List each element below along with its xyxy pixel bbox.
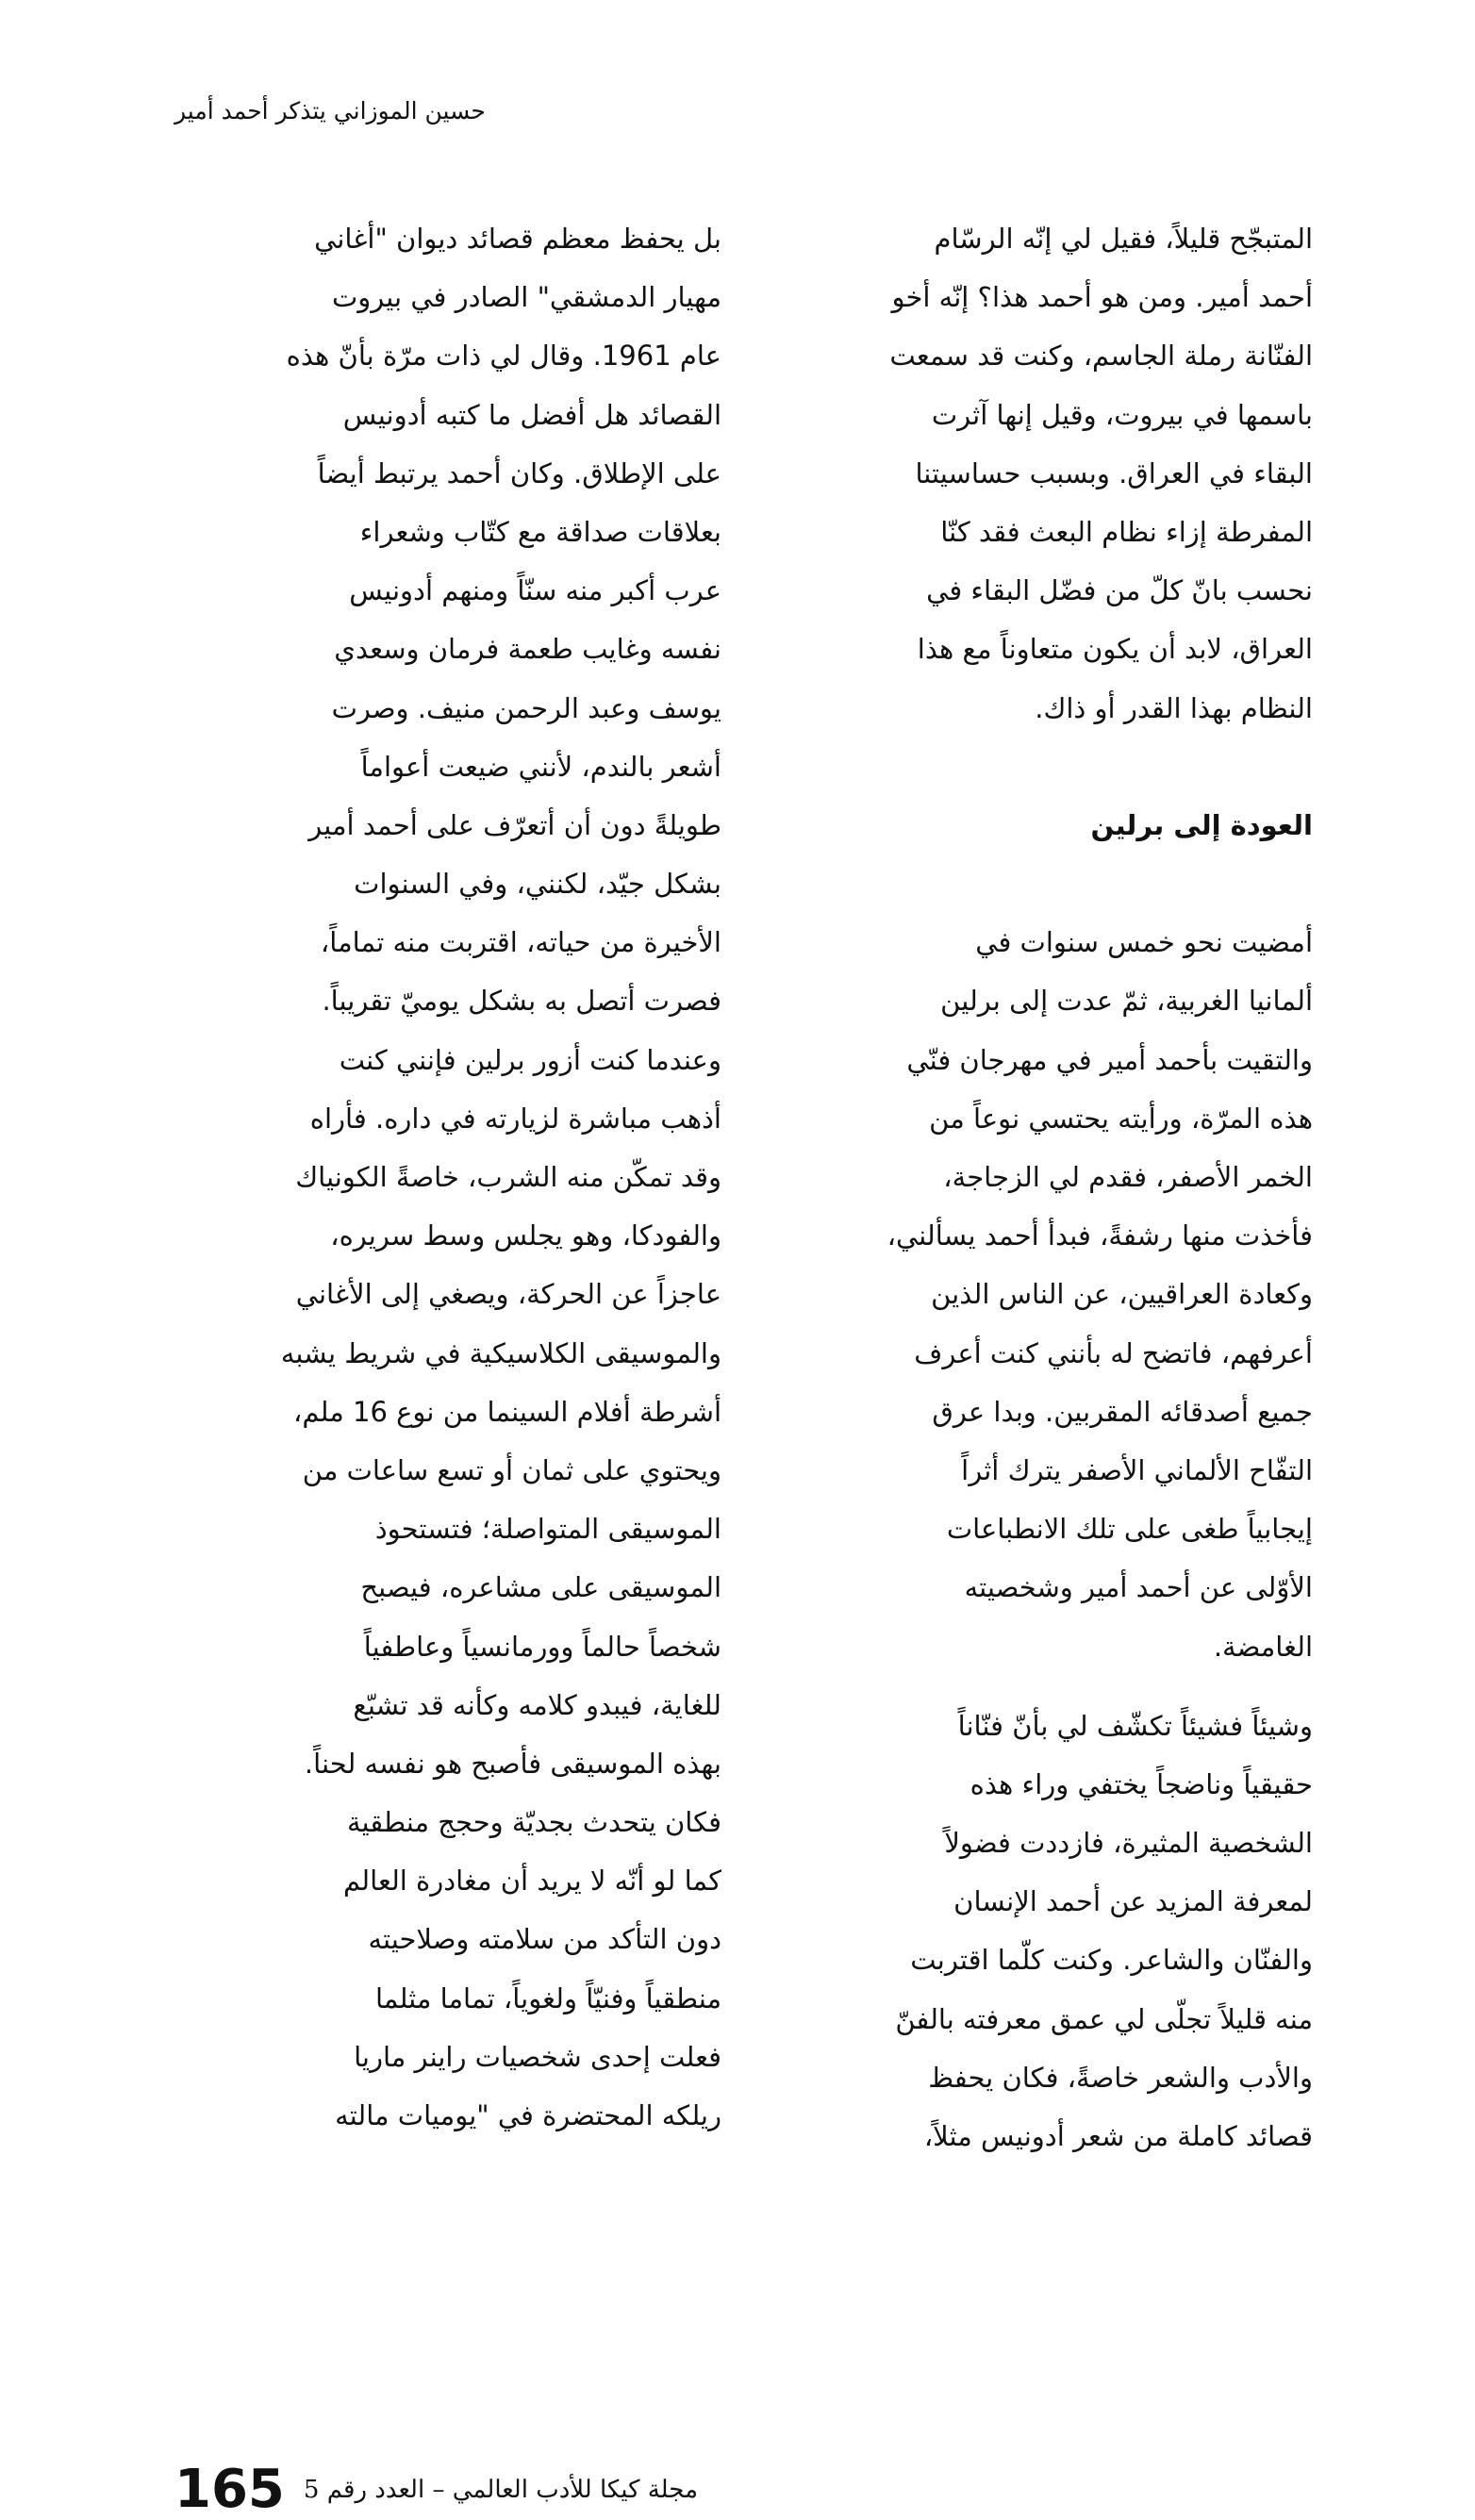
text-line: والتقيت بأحمد أمير في مهرجان فنّي [906,1043,1313,1076]
text-line: النظام بهذا القدر أو ذاك. [1035,691,1313,724]
text-line: أمضيت نحو خمس سنوات في [975,926,1313,959]
text-line: باسمها في بيروت، وقيل إنها آثرت [931,398,1313,431]
text-line: وقد تمكّن منه الشرب، خاصةً الكونياك [295,1161,721,1193]
text-line: المفرطة إزاء نظام البعث فقد كنّا [940,515,1313,548]
text-line: منطقياً وفنيّاً ولغوياً، تماما مثلما [374,1981,721,2014]
text-line: عرب أكبر منه سنّاً ومنهم أدونيس [349,574,721,607]
text-line: والفنّان والشاعر. وكنت كلّما اقتربت [910,1944,1313,1977]
text-line: أحمد أمير. ومن هو أحمد هذا؟ إنّه أخو [891,281,1313,314]
text-line: يوسف وعبد الرحمن منيف. وصرت [331,691,721,724]
text-line: منه قليلاً تجلّى لي عمق معرفته بالفنّ [895,2002,1313,2035]
text-line: نحسب بانّ كلّ من فضّل البقاء في [926,574,1313,607]
text-line: أشرطة أفلام السينما من نوع 16 ملم، [292,1395,721,1428]
text-line: لمعرفة المزيد عن أحمد الإنسان [953,1885,1313,1918]
text-line: بهذه الموسيقى فأصبح هو نفسه لحناً. [304,1747,721,1780]
text-line: شخصاً حالماً وورمانسياً وعاطفياً [363,1630,721,1663]
text-line: فصرت أتصل به بشكل يوميّ تقريباً. [322,985,721,1018]
section-heading: العودة إلى برلين [1090,808,1313,841]
text-line: الغامضة. [1213,1630,1313,1663]
text-line: أعرفهم، فاتضح له بأنني كنت أعرف [914,1336,1313,1369]
text-line: والموسيقى الكلاسيكية في شريط يشبه [280,1336,721,1369]
text-line: ألمانيا الغربية، ثمّ عدت إلى برلين [940,985,1313,1018]
text-line: مهيار الدمشقي" الصادر في بيروت [331,281,721,314]
page-footer [174,2459,759,2520]
running-header: حسين الموزاني يتذكر أحمد أمير [174,97,486,124]
text-line: كما لو أنّه لا يريد أن مغادرة العالم [342,1865,721,1898]
journal-issue-line: مجلة كيكا للأدب العالمي – العدد رقم 5 [303,2476,698,2504]
text-line: طويلةً دون أن أتعرّف على أحمد أمير [308,808,721,841]
text-line: أشعر بالندم، لأنني ضيعت أعواماً [360,750,721,783]
text-line: الخمر الأصفر، فقدم لي الزجاجة، [943,1161,1313,1193]
text-line: فعلت إحدى شخصيات راينر ماريا [354,2040,721,2073]
article-column-left [174,209,721,2275]
text-line: على الإطلاق. وكان أحمد يرتبط أيضاً [317,456,721,489]
text-line: بشكل جيّد، لكنني، وفي السنوات [354,868,721,901]
text-line: والأدب والشعر خاصةً، فكان يحفظ [928,2061,1313,2094]
text-line: فكان يتحدث بجديّة وحجج منطقية [347,1806,721,1839]
text-line: بعلاقات صداقة مع كتّاب وشعراء [359,515,721,548]
text-line: ريلكه المحتضرة في "يوميات مالته [335,2099,721,2131]
article-column-right [770,209,1313,2275]
text-line: دون التأكد من سلامته وصلاحيته [368,1923,721,1956]
text-line: بل يحفظ معظم قصائد ديوان "أغاني [314,223,721,255]
text-line: عام 1961. وقال لي ذات مرّة بأنّ هذه [286,340,721,373]
text-line: للغاية، فيبدو كلامه وكأنه قد تشبّع [353,1688,721,1721]
text-line: وكعادة العراقيين، عن الناس الذين [931,1278,1313,1311]
text-line: الأوّلى عن أحمد أمير وشخصيته [964,1571,1313,1604]
text-line: نفسه وغايب طعمة فرمان وسعدي [334,633,721,666]
text-line: جميع أصدقائه المقربين. وبدا عرق [932,1395,1313,1428]
text-line: قصائد كاملة من شعر أدونيس مثلاً، [923,2120,1313,2152]
text-line: والفودكا، وهو يجلس وسط سريره، [330,1219,721,1252]
text-line: الموسيقى على مشاعره، فيصبح [360,1571,721,1604]
text-line: التفّاح الألماني الأصفر يترك أثراً [961,1453,1313,1486]
text-line: الشخصية المثيرة، فازددت فضولاً [944,1827,1313,1860]
text-line: وعندما كنت أزور برلين فإنني كنت [339,1043,721,1076]
text-line: وشيئاً فشيئاً تكشّف لي بأنّ فنّاناً [957,1709,1313,1742]
text-line: فأخذت منها رشفةً، فبدأ أحمد يسألني، [887,1219,1313,1252]
text-line: البقاء في العراق. وبسبب حساسيتنا [915,456,1313,489]
page-number: 165 [174,2459,285,2520]
text-line: الموسيقى المتواصلة؛ فتستحوذ [374,1513,721,1546]
text-line: أذهب مباشرة لزيارته في داره. فأراه [309,1102,721,1135]
text-line: هذه المرّة، ورأيته يحتسي نوعاً من [929,1102,1313,1135]
text-line: إيجابياً طغى على تلك الانطباعات [946,1513,1313,1546]
text-line: الفنّانة رملة الجاسم، وكنت قد سمعت [889,340,1313,373]
text-line: القصائد هل أفضل ما كتبه أدونيس [342,398,721,431]
text-line: حقيقياً وناضجاً يختفي وراء هذه [970,1767,1313,1800]
text-line: المتبجّح قليلاً، فقيل لي إنّه الرسّام [934,223,1313,255]
text-line: ويحتوي على ثمان أو تسع ساعات من [302,1453,721,1486]
text-line: عاجزاً عن الحركة، ويصغي إلى الأغاني [295,1278,721,1311]
text-line: الأخيرة من حياته، اقتربت منه تماماً، [320,926,721,959]
text-line: العراق، لابد أن يكون متعاوناً مع هذا [917,633,1313,666]
